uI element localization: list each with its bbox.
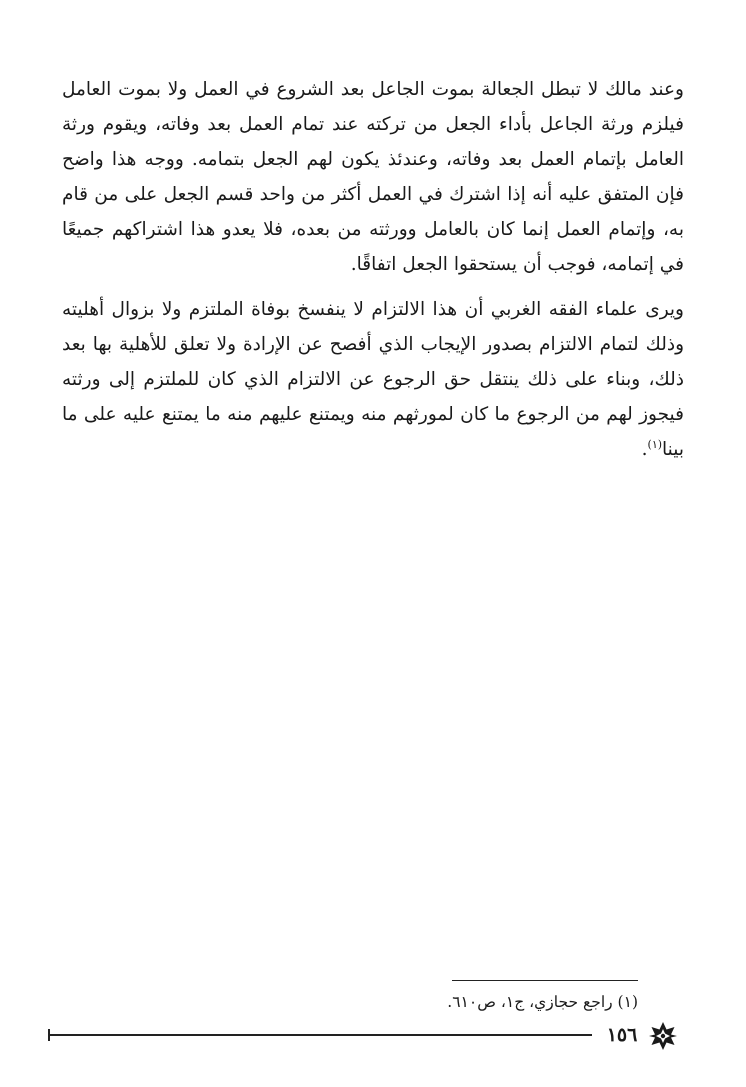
footnote-separator [452, 980, 638, 981]
page-footer [42, 1021, 682, 1051]
page-number: ١٥٦ [606, 1024, 638, 1046]
footer-rule [50, 1034, 592, 1036]
paragraph-2-text: ويرى علماء الفقه الغربي أن هذا الالتزام لا ينفسخ بوفاة الملتزم ولا بزوال أهليته وذلك لتمام الالتزام بصدور الإيجاب الذي أفصح عن الإرادة ولا تعلق للأهلية بها بعد ذلك، وبناء على ذلك ينتقل حق الرجوع عن الالتزام الذي كان للملتزم إلى ورثته فيجوز لهم من الرجوع ما كان لمورثهم منه ويمتنع عليهم منه ما يمتنع عليه على ما بينا [62, 299, 684, 460]
page-body [62, 72, 684, 467]
paragraph-1: وعند مالك لا تبطل الجعالة بموت الجاعل بعد الشروع في العمل ولا بموت العامل فيلزم ورثة الجاعل بأداء الجعل من تركته عند تمام العمل بعد وفاته، ويقوم ورثة العامل بإتمام العمل بعد وفاته، وعندئذ يكون لهم الجعل بتمامه. ووجه هذا واضح فإن المتفق عليه أنه إذا اشترك في العمل أكثر من واحد قسم الجعل على من قام به، وإتمام العمل إنما كان بالعامل وورثته من بعده، فلا يعدو هذا اشتراكهم جميعًا في إتمامه، فوجب أن يستحقوا الجعل اتفاقًا. [62, 79, 684, 275]
star-ornament-icon [648, 1021, 678, 1051]
paragraph-2 [62, 292, 684, 467]
footnote-text: (١) راجع حجازي، ج١، ص٦١٠. [447, 993, 638, 1011]
footnote-reference[interactable]: (١) [647, 437, 663, 451]
closing-period: . [641, 439, 648, 460]
